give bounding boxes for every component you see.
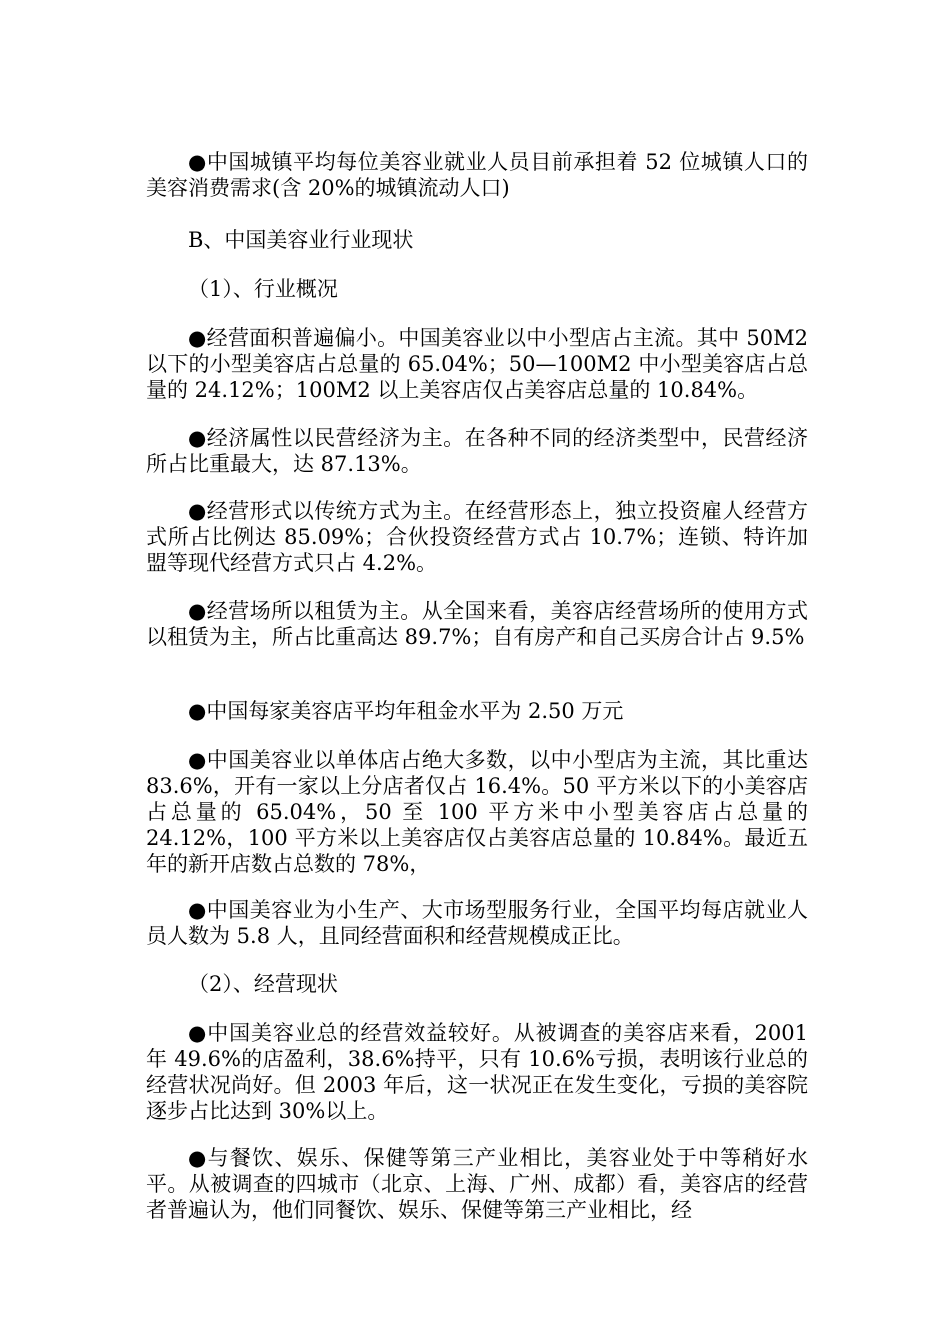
paragraph-private-economy: ●经济属性以民营经济为主。在各种不同的经济类型中，民营经济所占比重最大，达 87.13%。 bbox=[146, 426, 808, 476]
paragraph-leasing: ●经营场所以租赁为主。从全国来看，美容店经营场所的使用方式以租赁为主，所占比重高达 89.7%；自有房产和自己买房合计占 9.5% bbox=[146, 599, 808, 649]
paragraph-business-form: ●经营形式以传统方式为主。在经营形态上，独立投资雇人经营方式所占比例达 85.09%；合伙投资经营方式占 10.7%；连锁、特许加盟等现代经营方式只占 4.2%。 bbox=[146, 499, 808, 575]
heading-section-b: B、中国美容业行业现状 bbox=[188, 228, 414, 252]
paragraph-profitability: ●中国美容业总的经营效益较好。从被调查的美容店来看，2001 年 49.6%的店盈利，38.6%持平，只有 10.6%亏损，表明该行业总的经营状况尚好。但 2003 年后，这一状况正在发生变化，亏损的美容院逐步占比达到 30%以上。 bbox=[146, 1021, 808, 1123]
heading-industry-overview: （1）、行业概况 bbox=[188, 277, 338, 301]
paragraph-annual-rent: ●中国每家美容店平均年租金水平为 2.50 万元 bbox=[188, 699, 624, 723]
paragraph-employees: ●中国美容业为小生产、大市场型服务行业，全国平均每店就业人员人数为 5.8 人，且同经营面积和经营规模成正比。 bbox=[146, 898, 808, 948]
heading-business-status: （2）、经营现状 bbox=[188, 972, 338, 996]
paragraph-store-area: ●经营面积普遍偏小。中国美容业以中小型店占主流。其中 50M2 以下的小型美容店占总量的 65.04%；50—100M2 中小型美容店占总量的 24.12%；100M2 以上美容店仅占美容店总量的 10.84%。 bbox=[146, 326, 808, 402]
paragraph-single-store: ●中国美容业以单体店占绝大多数，以中小型店为主流，其比重达 83.6%，开有一家以上分店者仅占 16.4%。50 平方米以下的小美容店占总量的 65.04%，50 至 100 平方米中小型美容店占总量的 24.12%，100 平方米以上美容店仅占美容店总量的 10.84%。最近五年的新开店数占总数的 78%， bbox=[146, 748, 808, 876]
paragraph-staff-ratio: ●中国城镇平均每位美容业就业人员目前承担着 52 位城镇人口的美容消费需求(含 20%的城镇流动人口) bbox=[146, 150, 808, 200]
paragraph-comparison: ●与餐饮、娱乐、保健等第三产业相比，美容业处于中等稍好水平。从被调查的四城市（北京、上海、广州、成都）看，美容店的经营者普遍认为，他们同餐饮、娱乐、保健等第三产业相比，经 bbox=[146, 1146, 808, 1222]
